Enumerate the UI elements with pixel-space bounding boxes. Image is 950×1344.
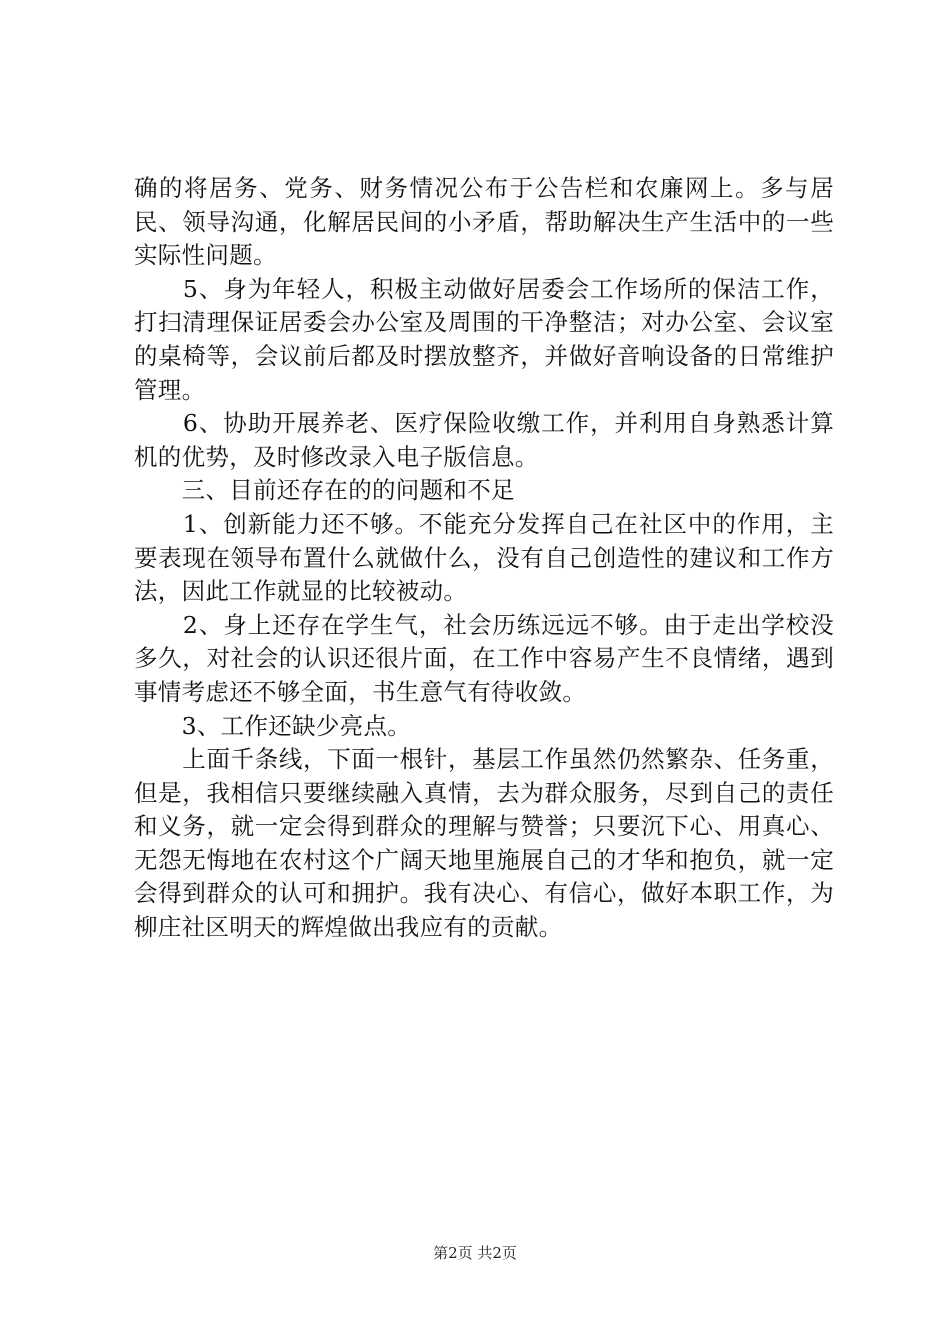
paragraph-item-6: 6、协助开展养老、医疗保险收缴工作，并利用自身熟悉计算机的优势，及时修改录入电子版信息。 [134,409,834,471]
paragraph-continuation: 确的将居务、党务、财务情况公布于公告栏和农廉网上。多与居民、领导沟通，化解居民间的小矛盾，帮助解决生产生活中的一些实际性问题。 [134,174,834,270]
page-footer: 第2页 共2页 [433,1244,517,1262]
document-body [134,172,834,945]
paragraph-issue-1: 1、创新能力还不够。不能充分发挥自己在社区中的作用，主要表现在领导布置什么就做什么，没有自己创造性的建议和工作方法，因此工作就显的比较被动。 [134,509,834,606]
section-heading-3: 三、目前还存在的的问题和不足 [134,476,515,505]
paragraph-issue-2: 2、身上还存在学生气，社会历练远远不够。由于走出学校没多久，对社会的认识还很片面，在工作中容易产生不良情绪，遇到事情考虑还不够全面，书生意气有待收敛。 [134,610,834,706]
paragraph-issue-3: 3、工作还缺少亮点。 [134,711,412,740]
paragraph-conclusion: 上面千条线，下面一根针，基层工作虽然仍然繁杂、任务重，但是，我相信只要继续融入真情，去为群众服务，尽到自己的责任和义务，就一定会得到群众的理解与赞誉；只要沉下心、用真心、无怨无悔地在农村这个广阔天地里施展自己的才华和抱负，就一定会得到群众的认可和拥护。我有决心、有信心，做好本职工作，为柳庄社区明天的辉煌做出我应有的贡献。 [134,745,834,942]
paragraph-item-5: 5、身为年轻人，积极主动做好居委会工作场所的保洁工作，打扫清理保证居委会办公室及周围的干净整洁；对办公室、会议室的桌椅等，会议前后都及时摆放整齐，并做好音响设备的日常维护管理。 [134,274,834,404]
